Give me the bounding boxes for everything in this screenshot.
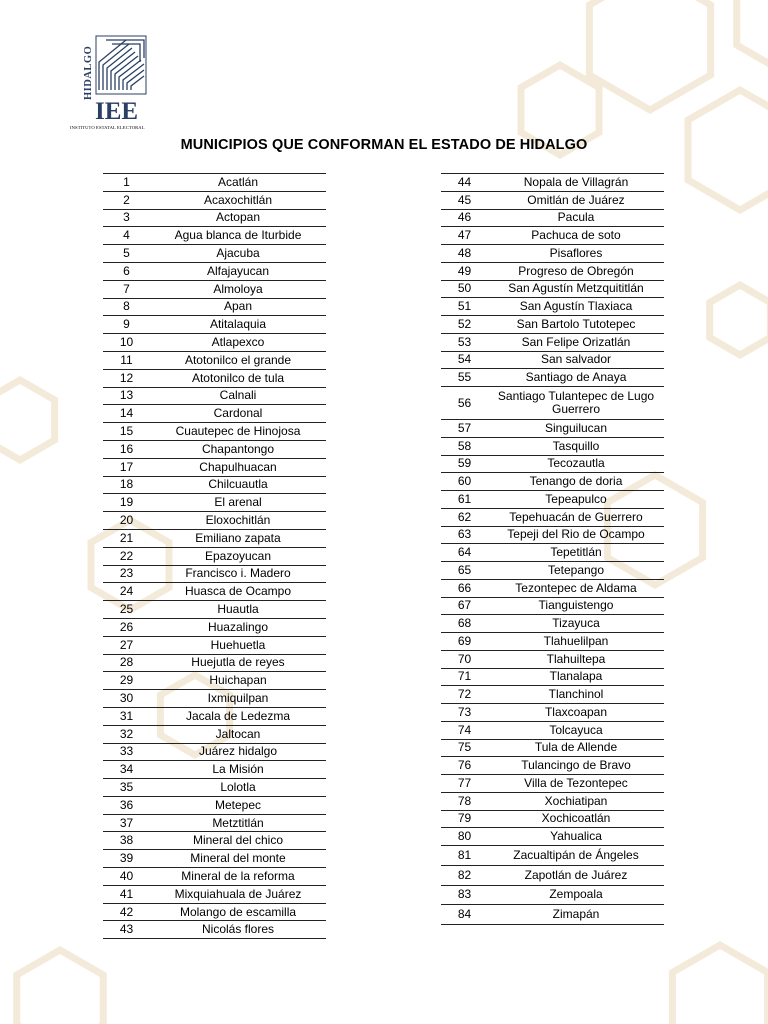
municipio-number: 75 [457, 740, 472, 755]
municipio-number: 25 [119, 602, 134, 617]
municipio-number: 11 [120, 352, 133, 367]
municipio-number: 29 [119, 673, 134, 688]
municipio-number: 71 [457, 669, 472, 684]
municipio-name: Zapotlán de Juárez [524, 867, 628, 882]
municipio-number: 40 [119, 868, 134, 883]
municipio-number: 31 [119, 708, 134, 723]
municipio-number: 83 [457, 887, 472, 902]
municipio-number: 12 [119, 370, 134, 385]
municipio-name: Tula de Allende [534, 740, 618, 755]
municipio-number: 61 [457, 491, 472, 506]
municipio-name: Ixmiquilpan [207, 691, 269, 705]
table-row [441, 886, 664, 906]
municipio-name: Omitlán de Juárez [527, 192, 625, 207]
municipio-name: Epazoyucan [204, 548, 272, 563]
logo-text: IEE [95, 98, 139, 125]
municipio-name: Molango de escamilla [179, 904, 297, 919]
table-row [103, 245, 326, 263]
table-row [441, 740, 664, 758]
municipio-number: 8 [123, 299, 130, 314]
municipio-name: Tasquillo [552, 438, 600, 453]
municipio-name: Jaltocan [215, 726, 261, 741]
table-row [441, 651, 664, 669]
municipio-number: 66 [457, 580, 472, 595]
municipio-name: San Agustín Metzquititlán [508, 281, 644, 296]
table-row [103, 886, 326, 904]
municipio-name: Atotonilco de tula [191, 370, 285, 385]
municipio-number: 39 [119, 851, 134, 866]
table-row [103, 459, 326, 477]
municipio-name: Tecozautla [547, 456, 605, 471]
municipio-name: Atlapexco [211, 335, 265, 350]
table-row [441, 438, 664, 456]
municipio-name: El arenal [214, 495, 262, 510]
municipio-number: 65 [457, 562, 472, 577]
municipio-name: Tepehuacán de Guerrero [509, 509, 643, 524]
table-row [103, 797, 326, 815]
table-row [103, 815, 326, 833]
table-row [441, 686, 664, 704]
table-row [441, 227, 664, 245]
table-row [441, 491, 664, 509]
municipio-number: 16 [119, 441, 134, 456]
municipio-name: Ajacuba [216, 246, 260, 261]
table-row [441, 456, 664, 474]
municipio-name: La Misión [212, 762, 264, 777]
table-row [103, 388, 326, 406]
municipio-name: Xochicoatlán [541, 811, 611, 826]
municipio-number: 24 [119, 584, 134, 599]
municipio-name: Tlahuelilpan [543, 633, 609, 648]
municipio-name: Tlanalapa [549, 669, 603, 684]
municipio-number: 17 [119, 459, 134, 474]
table-row [441, 298, 664, 316]
municipio-number: 69 [457, 633, 472, 648]
municipio-name: Eloxochitlán [205, 513, 271, 528]
page-title: MUNICIPIOS QUE CONFORMAN EL ESTADO DE HIDALGO [180, 137, 588, 153]
municipio-number: 33 [119, 744, 134, 759]
logo-subtitle: INSTITUTO ESTATAL ELECTORAL [70, 125, 145, 130]
municipio-number: 2 [123, 192, 130, 207]
municipio-number: 70 [457, 651, 472, 666]
table-row [441, 775, 664, 793]
municipio-name: Acatlán [217, 174, 259, 189]
municipio-number: 72 [457, 687, 472, 702]
table-row [441, 316, 664, 334]
municipio-number: 21 [119, 530, 134, 545]
municipio-name: Villa de Tezontepec [524, 775, 628, 790]
municipio-number: 18 [119, 477, 134, 492]
municipio-number: 32 [119, 726, 134, 741]
municipio-name: Francisco i. Madero [185, 566, 291, 581]
municipio-number: 35 [119, 779, 134, 794]
municipio-name: Pachuca de soto [531, 228, 621, 243]
municipio-number: 46 [457, 210, 472, 225]
municipio-number: 19 [119, 495, 134, 510]
municipio-number: 50 [457, 281, 472, 296]
municipio-number: 53 [457, 334, 472, 349]
municipio-number: 78 [457, 793, 472, 808]
table-row [103, 441, 326, 459]
municipio-name: Cardonal [213, 406, 263, 421]
municipio-number: 6 [123, 263, 130, 278]
iee-logo [66, 32, 166, 132]
table-row [441, 811, 664, 829]
municipio-name: San salvador [540, 352, 612, 367]
municipio-number: 7 [123, 281, 130, 296]
municipio-number: 84 [457, 907, 472, 922]
table-row [103, 494, 326, 512]
table-row [103, 210, 326, 228]
municipio-name: Emiliano zapata [195, 530, 281, 545]
table-row [441, 245, 664, 263]
municipio-number: 42 [119, 904, 134, 919]
hexagon-shape [589, 0, 710, 110]
municipio-number: 13 [119, 388, 134, 403]
municipio-number: 1 [123, 174, 130, 189]
municipio-name: Tepetitlán [550, 545, 602, 560]
municipio-name: Atotonilco el grande [184, 352, 292, 367]
municipio-name: Tlaxcoapan [544, 704, 608, 719]
table-row [441, 580, 664, 598]
table-row [103, 405, 326, 423]
municipio-name: Huasca de Ocampo [184, 584, 292, 599]
municipio-number: 38 [119, 833, 134, 848]
municipios-table-left [103, 173, 326, 939]
table-row [441, 793, 664, 811]
hexagon-shape [672, 945, 767, 1024]
table-row [103, 548, 326, 566]
table-row [103, 637, 326, 655]
municipio-name: Calnali [219, 388, 257, 403]
municipio-number: 60 [457, 474, 472, 489]
municipio-name: Chapulhuacan [199, 459, 277, 474]
table-row [441, 544, 664, 562]
table-row [103, 530, 326, 548]
municipio-name: Huehuetla [210, 637, 266, 652]
municipio-number: 76 [457, 758, 472, 773]
municipio-name: Tenango de doria [529, 474, 623, 489]
municipio-number: 56 [457, 395, 472, 410]
table-row [441, 669, 664, 687]
municipio-number: 51 [457, 299, 472, 314]
table-row [441, 369, 664, 387]
municipio-name: Mixquiahuala de Juárez [174, 886, 302, 901]
municipio-number: 4 [123, 228, 130, 243]
hexagon-shape [17, 950, 104, 1024]
table-row [441, 387, 664, 420]
municipio-number: 26 [119, 619, 134, 634]
municipio-number: 5 [123, 246, 130, 261]
hexagon-shape [737, 0, 768, 70]
municipio-name: Nopala de Villagrán [523, 174, 629, 189]
municipios-table-right [441, 173, 664, 925]
municipio-number: 55 [457, 370, 472, 385]
municipio-number: 37 [119, 815, 134, 830]
municipio-name: Singuilucan [544, 420, 608, 435]
municipio-number: 22 [119, 548, 134, 563]
table-row [103, 832, 326, 850]
municipio-name: Metztitlán [212, 815, 264, 830]
municipio-number: 36 [119, 797, 134, 812]
municipio-name: Mineral del chico [192, 833, 284, 848]
municipio-number: 34 [119, 762, 134, 777]
municipio-name: Tianguistengo [538, 598, 614, 613]
municipio-number: 43 [119, 922, 134, 937]
municipio-number: 52 [457, 316, 472, 331]
table-row [103, 583, 326, 601]
municipio-name: Mineral de la reforma [181, 868, 295, 883]
municipio-number: 10 [119, 335, 134, 350]
table-row [103, 192, 326, 210]
hexagon-shape [710, 285, 768, 355]
municipio-name: Alfajayucan [206, 263, 270, 278]
table-row [103, 299, 326, 317]
municipio-name: Tolcayuca [549, 722, 603, 737]
municipio-name: Acaxochitlán [203, 192, 273, 207]
municipio-number: 74 [457, 722, 472, 737]
table-row [103, 690, 326, 708]
municipio-name: San Bartolo Tutotepec [516, 316, 636, 331]
municipio-number: 3 [123, 210, 130, 225]
table-row [103, 334, 326, 352]
municipio-name: Lolotla [220, 779, 256, 794]
municipio-name: Tetepango [547, 562, 605, 577]
table-row [103, 779, 326, 797]
municipio-name: Pisaflores [549, 245, 603, 260]
table-row [441, 615, 664, 633]
table-row [103, 708, 326, 726]
table-row [441, 527, 664, 545]
municipio-name: Pacula [557, 210, 595, 225]
table-row [441, 420, 664, 438]
table-row [103, 227, 326, 245]
municipio-number: 63 [457, 527, 472, 542]
table-row [103, 672, 326, 690]
municipio-number: 64 [457, 545, 472, 560]
municipio-name: Tizayuca [552, 616, 600, 631]
municipio-name: Apan [223, 299, 253, 314]
municipio-name: Huautla [217, 602, 259, 617]
municipio-name: Chilcuautla [208, 477, 268, 492]
municipio-name: Yahualica [550, 829, 602, 844]
municipio-name: Huazalingo [207, 619, 269, 634]
table-row [441, 210, 664, 228]
table-row [441, 192, 664, 210]
municipio-number: 41 [119, 886, 134, 901]
hexagon-shape [0, 380, 55, 460]
municipio-name: Tlanchinol [548, 687, 604, 702]
table-row [103, 174, 326, 192]
table-row [441, 473, 664, 491]
municipio-number: 81 [457, 847, 472, 862]
table-row [103, 281, 326, 299]
municipio-number: 57 [457, 420, 472, 435]
municipio-name: Zacualtipán de Ángeles [513, 847, 639, 862]
municipio-number: 80 [457, 829, 472, 844]
table-row [441, 352, 664, 370]
table-row [103, 655, 326, 673]
table-row [103, 744, 326, 762]
municipio-name: San Felipe Orizatlán [521, 334, 631, 349]
municipio-number: 62 [457, 509, 472, 524]
municipio-name: San Agustín Tlaxiaca [519, 299, 633, 314]
municipio-name: Santiago de Anaya [525, 370, 627, 385]
table-row [441, 509, 664, 527]
municipio-name: Almoloya [213, 281, 263, 296]
table-row [441, 866, 664, 886]
table-row [103, 904, 326, 922]
municipio-name: Tepeji del Rio de Ocampo [507, 527, 645, 542]
municipio-name: Tepeapulco [545, 491, 607, 506]
municipio-name: Zimapán [552, 907, 600, 922]
municipio-number: 27 [119, 637, 134, 652]
table-row [103, 263, 326, 281]
table-row [103, 601, 326, 619]
municipio-number: 58 [457, 438, 472, 453]
table-row [441, 846, 664, 866]
municipio-name: Agua blanca de Iturbide [174, 228, 302, 243]
municipio-name: Progreso de Obregón [518, 263, 634, 278]
table-row [441, 174, 664, 192]
municipio-number: 47 [457, 228, 472, 243]
municipio-number: 15 [119, 424, 134, 439]
table-row [441, 704, 664, 722]
municipio-number: 79 [457, 811, 472, 826]
municipio-number: 48 [457, 245, 472, 260]
table-row [103, 370, 326, 388]
municipio-name: Juárez hidalgo [198, 744, 278, 759]
municipio-name: Huejutla de reyes [191, 655, 285, 670]
table-row [441, 633, 664, 651]
municipio-number: 20 [119, 513, 134, 528]
municipio-number: 30 [119, 691, 134, 705]
table-row [103, 921, 326, 939]
table-row [103, 512, 326, 530]
municipio-number: 49 [457, 263, 472, 278]
table-row [441, 828, 664, 846]
municipio-number: 67 [457, 598, 472, 613]
municipio-number: 77 [457, 775, 472, 790]
municipio-name: Mineral del monte [190, 851, 286, 866]
table-row [441, 598, 664, 616]
municipio-number: 54 [457, 352, 472, 367]
table-row [103, 619, 326, 637]
table-row [103, 761, 326, 779]
table-row [441, 281, 664, 299]
municipio-name: Cuautepec de Hinojosa [175, 424, 301, 439]
municipio-name: Metepec [214, 797, 262, 812]
municipio-number: 28 [119, 655, 134, 670]
municipio-number: 45 [457, 192, 472, 207]
table-row [103, 316, 326, 334]
municipio-number: 68 [457, 616, 472, 631]
municipio-name: Nicolás flores [201, 922, 275, 937]
table-row [441, 263, 664, 281]
table-row [103, 850, 326, 868]
table-row [103, 566, 326, 584]
municipio-number: 44 [457, 174, 472, 189]
table-row [441, 562, 664, 580]
municipio-number: 82 [457, 867, 472, 882]
municipio-number: 9 [123, 317, 130, 332]
municipio-name: Huichapan [209, 673, 267, 688]
municipio-number: 59 [457, 456, 472, 471]
municipio-number: 73 [457, 704, 472, 719]
municipio-name: Tulancingo de Bravo [521, 758, 631, 773]
municipio-name: Xochiatipan [544, 793, 608, 808]
municipio-name: Santiago Tulantepec de Lugo Guerrero [497, 389, 655, 416]
municipio-number: 23 [119, 566, 134, 581]
municipio-name: Tezontepec de Aldama [515, 580, 637, 595]
table-row [441, 905, 664, 925]
table-row [441, 757, 664, 775]
municipio-number: 14 [119, 406, 134, 421]
table-row [103, 423, 326, 441]
municipio-name: Chapantongo [201, 441, 275, 456]
logo-vertical-text: HIDALGO [83, 45, 94, 100]
municipio-name: Atitalaquia [209, 317, 267, 332]
table-row [441, 722, 664, 740]
table-row [103, 868, 326, 886]
municipio-name: Actopan [215, 210, 261, 225]
table-row [103, 726, 326, 744]
municipio-name: Zempoala [549, 887, 603, 902]
table-row [103, 477, 326, 495]
municipio-name: Jacala de Ledezma [185, 708, 291, 723]
table-row [441, 334, 664, 352]
municipio-name: Tlahuiltepa [546, 651, 606, 666]
table-row [103, 352, 326, 370]
